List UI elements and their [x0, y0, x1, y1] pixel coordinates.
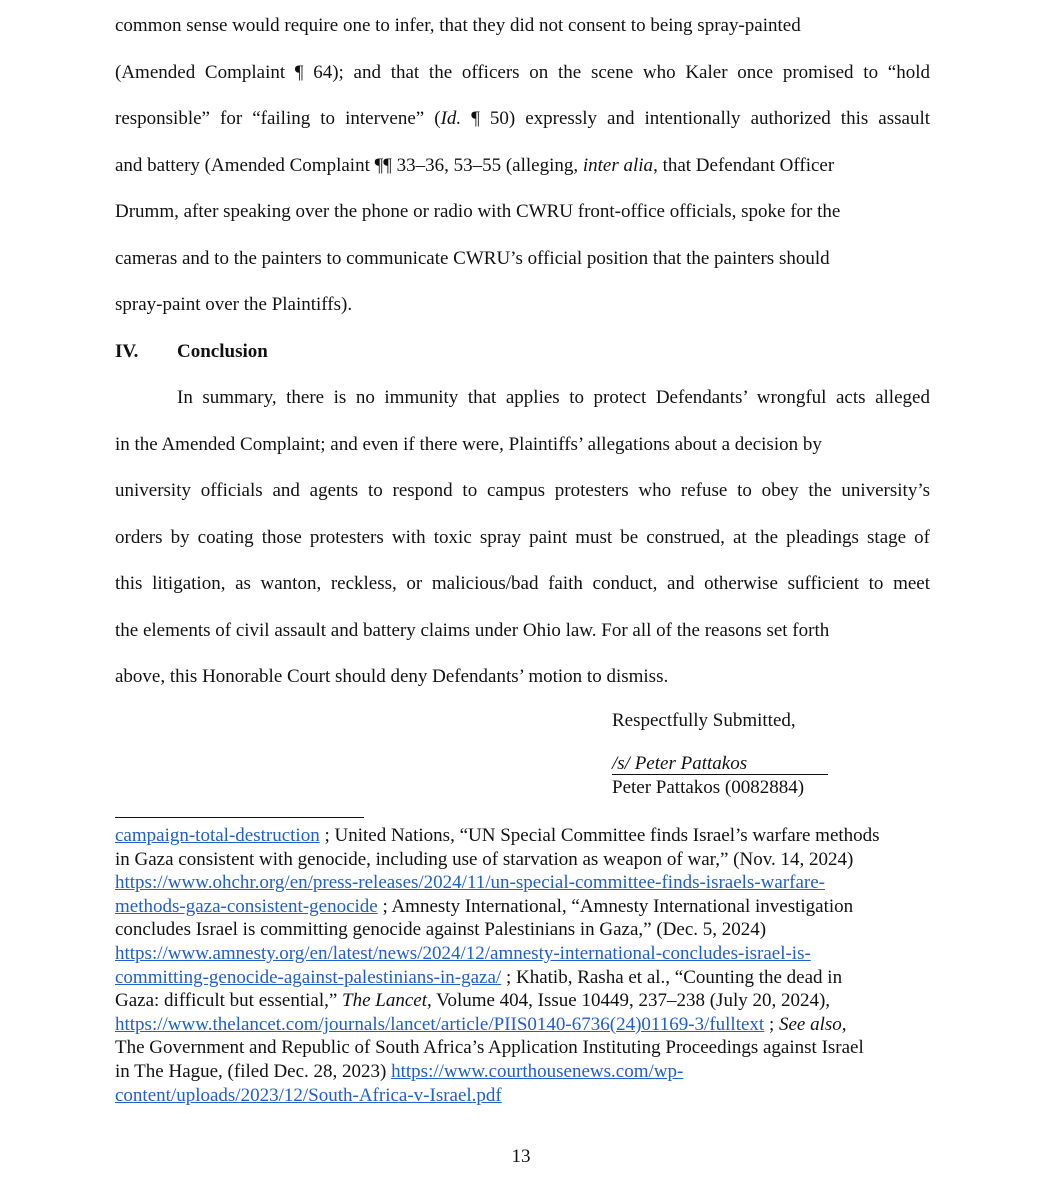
text-run: responsible” for “failing to intervene” (: [115, 108, 441, 129]
text-run: and battery (Amended Complaint ¶¶ 33–36, 53–55 (alleging,: [115, 154, 583, 176]
journal-title: The Lancet: [342, 990, 428, 1012]
paragraph-conclusion: [115, 375, 930, 701]
text-line: the elements of civil assault and battery claims under Ohio law. For all of the reasons set forth: [115, 619, 830, 641]
text-line: [115, 1060, 930, 1084]
text-run: ¶ 50) expressly and intentionally authorized this assault: [461, 108, 931, 129]
footnote-link[interactable]: campaign-total-destruction: [115, 825, 320, 846]
footnote-link[interactable]: https://www.courthousenews.com/wp-: [391, 1060, 684, 1082]
text-run: , that Defendant Officer: [653, 154, 835, 176]
text-line: [115, 824, 930, 848]
text-run: in The Hague, (filed Dec. 28, 2023): [115, 1060, 392, 1082]
text-line: [115, 989, 930, 1013]
text-line: cameras and to the painters to communicate CWRU’s official position that the painters should: [115, 247, 830, 269]
footnote-link[interactable]: committing-genocide-against-palestinians-in-gaza/: [115, 966, 502, 988]
text-line: [115, 1084, 930, 1108]
text-line: common sense would require one to infer, that they did not consent to being spray-painted: [115, 15, 801, 36]
text-line: spray-paint over the Plaintiffs).: [115, 294, 353, 315]
text-run: ; Amnesty International, “Amnesty International investigation: [377, 895, 854, 917]
text-run: , Volume 404, Issue 10449, 237–238 (July 20, 2024),: [427, 990, 831, 1012]
section-title: Conclusion: [177, 340, 268, 362]
text-line: The Government and Republic of South Africa’s Application Instituting Proceedings against Israel: [115, 1037, 864, 1059]
text-line: [115, 1013, 930, 1037]
text-line: concludes Israel is committing genocide against Palestinians in Gaza,” (Dec. 5, 2024): [115, 919, 767, 941]
text-line: university officials and agents to respond to campus protesters who refuse to obey the university’s: [115, 480, 930, 501]
footnote-link[interactable]: https://www.ohchr.org/en/press-releases/2024/11/un-special-committee-finds-israels-warfare-: [115, 872, 825, 894]
text-line: Drumm, after speaking over the phone or radio with CWRU front-office officials, spoke for the: [115, 201, 841, 222]
footnote-link[interactable]: https://www.amnesty.org/en/latest/news/2024/12/amnesty-international-concludes-israel-is-: [115, 942, 811, 964]
text-line: in the Amended Complaint; and even if there were, Plaintiffs’ allegations about a decision by: [115, 433, 822, 455]
footnote-text: [115, 824, 930, 1107]
text-line: in Gaza consistent with genocide, including use of starvation as weapon of war,” (Nov. 14, 2024): [115, 848, 854, 870]
page-number: 13: [511, 1146, 531, 1167]
closing-text: Respectfully Submitted,: [612, 710, 796, 731]
footnote-separator: [115, 817, 364, 818]
attorney-name: Peter Pattakos (0082884): [612, 777, 805, 798]
paragraph-argument: [115, 3, 930, 329]
text-run: ; Khatib, Rasha et al., “Counting the dead in: [501, 966, 843, 988]
text-line: [115, 143, 930, 190]
text-line: [115, 895, 930, 919]
text-line: [115, 966, 930, 990]
section-heading: [115, 329, 930, 376]
text-line: orders by coating those protesters with toxic spray paint must be construed, at the pleadings stage of: [115, 526, 931, 548]
text-line: [115, 96, 930, 143]
text-run: ; United Nations, “UN Special Committee finds Israel’s warfare methods: [319, 825, 880, 846]
text-line: [115, 942, 930, 966]
footnote-link[interactable]: methods-gaza-consistent-genocide: [115, 895, 378, 917]
text-line: [115, 871, 930, 895]
citation-id: Id.: [440, 108, 462, 129]
italic-inter-alia: inter alia: [582, 154, 654, 176]
signature-block: [612, 704, 828, 801]
footnote-link[interactable]: content/uploads/2023/12/South-Africa-v-Israel.pdf: [115, 1084, 502, 1106]
italic-see-also: See also,: [778, 1013, 847, 1035]
text-run: ;: [764, 1013, 779, 1035]
footnote-link[interactable]: https://www.thelancet.com/journals/lancet/article/PIIS0140-6736(24)01169-3/fulltext: [115, 1013, 765, 1035]
text-line: this litigation, as wanton, reckless, or malicious/bad faith conduct, and otherwise sufficient to meet: [115, 573, 930, 594]
electronic-signature: /s/ Peter Pattakos: [612, 753, 828, 775]
text-line: In summary, there is no immunity that applies to protect Defendants’ wrongful acts alleged: [177, 387, 930, 408]
text-line: (Amended Complaint ¶ 64); and that the officers on the scene who Kaler once promised to “hold: [115, 61, 931, 83]
section-number: IV.: [115, 340, 139, 362]
body-text: [115, 3, 930, 701]
text-line: above, this Honorable Court should deny Defendants’ motion to dismiss.: [115, 666, 669, 687]
text-run: Gaza: difficult but essential,”: [115, 990, 343, 1012]
